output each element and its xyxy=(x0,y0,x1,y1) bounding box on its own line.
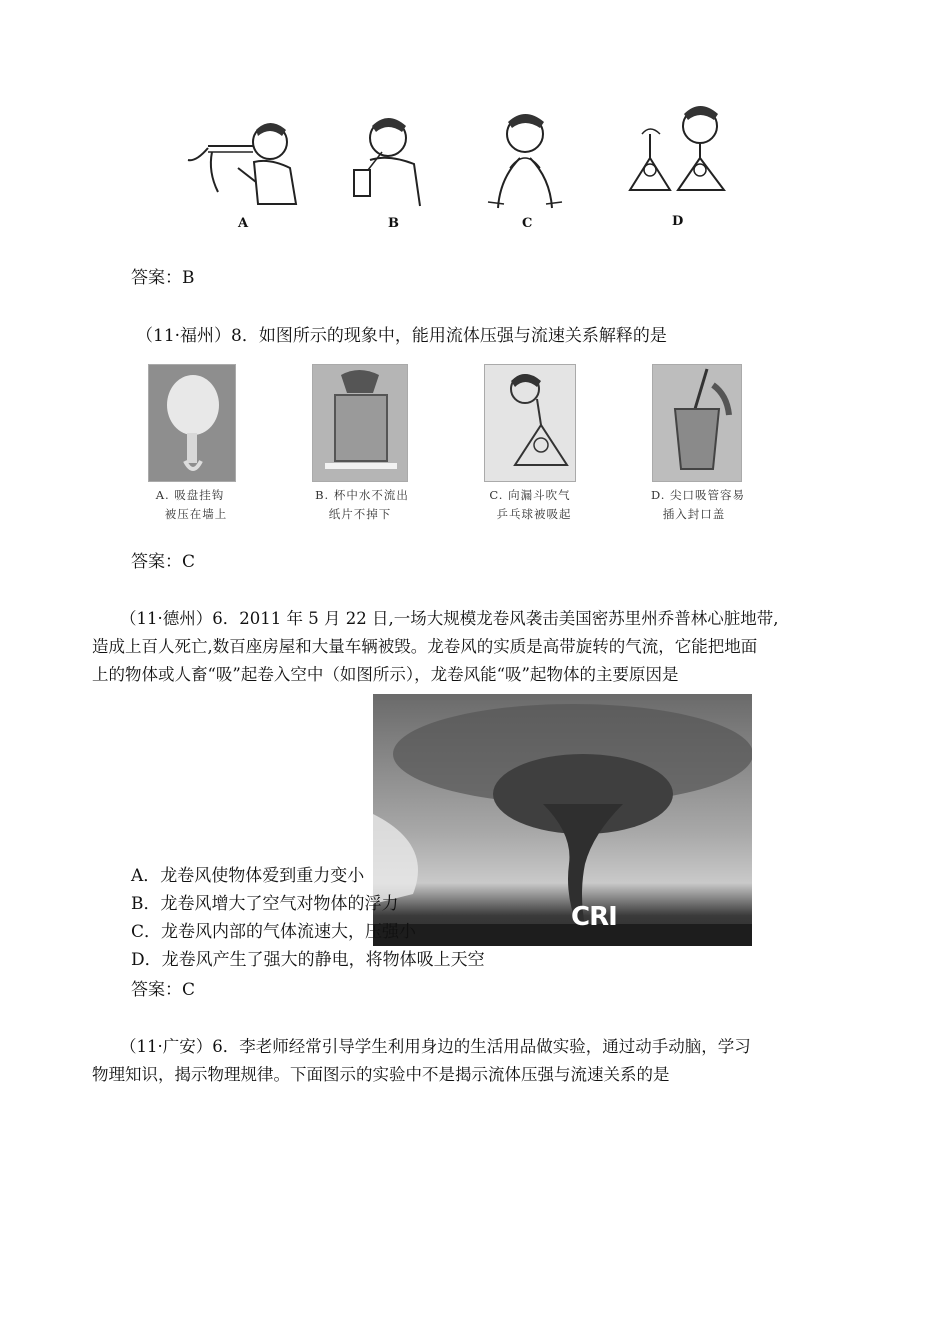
photo-c-funnel-ball xyxy=(484,364,576,482)
caption-c-line-2: 乒乓球被吸起 xyxy=(496,507,572,521)
option-b: B．龙卷风增大了空气对物体的浮力 xyxy=(131,894,399,914)
answer-1: 答案：B xyxy=(131,268,195,288)
question-6-dezhou-line-3: 上的物体或人畜“吸”起卷入空中（如图所示），龙卷风能“吸”起物体的主要原因是 xyxy=(92,665,679,684)
photo-a-suction-hook xyxy=(148,364,236,482)
question-6-guangan-line-1: （11·广安）6．李老师经常引导学生利用身边的生活用品做实验，通过动手动脑，学习 xyxy=(120,1037,751,1056)
caption-c-line-1: C. 向漏斗吹气 xyxy=(489,488,571,502)
photo-b-cup-paper xyxy=(312,364,408,482)
caption-b-line-2: 纸片不掉下 xyxy=(328,507,392,521)
tornado-funnel-icon xyxy=(373,694,752,946)
suction-cup-icon xyxy=(149,365,235,481)
figure-1-label-a: A xyxy=(238,216,249,231)
photo-d-straw-lid xyxy=(652,364,742,482)
sketch-a-boy-blowing-paper-icon xyxy=(178,112,308,212)
straw-cup-icon xyxy=(653,365,741,481)
question-6-dezhou-line-1: （11·德州）6．2011 年 5 月 22 日,一场大规模龙卷风袭击美国密苏里州乔普林心脏地带, xyxy=(120,609,779,628)
tornado-photo xyxy=(373,694,752,946)
option-a: A．龙卷风使物体爱到重力变小 xyxy=(131,866,365,886)
option-d: D．龙卷风产生了强大的静电，将物体吸上天空 xyxy=(131,950,485,970)
answer-3: 答案：C xyxy=(131,980,196,1000)
figure-1-label-d: D xyxy=(672,214,684,229)
sketch-c-boy-blowing-paper-icon xyxy=(480,108,570,218)
cri-logo: CRI xyxy=(571,902,617,932)
caption-b-line-1: B. 杯中水不流出 xyxy=(315,488,409,502)
figure-1 xyxy=(170,100,740,235)
caption-d-line-1: D. 尖口吸管容易 xyxy=(650,488,746,502)
figure-1-label-b: B xyxy=(388,216,399,231)
caption-d-line-2: 插入封口盖 xyxy=(662,507,726,521)
question-6-guangan-line-2: 物理知识，揭示物理规律。下面图示的实验中不是揭示流体压强与流速关系的是 xyxy=(92,1065,670,1084)
option-c: C．龙卷风内部的气体流速大，压强小 xyxy=(131,922,417,942)
caption-a-line-2: 被压在墙上 xyxy=(164,507,228,521)
figure-1-label-c: C xyxy=(522,216,533,231)
answer-2: 答案：C xyxy=(131,552,196,572)
question-6-dezhou-line-2: 造成上百人死亡,数百座房屋和大量车辆被毁。龙卷风的实质是高带旋转的气流，它能把地面 xyxy=(92,637,758,656)
sketch-b-boy-drinking-icon xyxy=(348,110,428,215)
inverted-cup-icon xyxy=(313,365,407,481)
caption-a-line-1: A. 吸盘挂钩 xyxy=(155,488,225,502)
funnel-blowing-icon xyxy=(485,365,575,481)
question-8-text: （11·福州）8．如图所示的现象中，能用流体压强与流速关系解释的是 xyxy=(136,326,667,346)
sketch-d-funnel-ball-icon xyxy=(620,100,735,215)
figure-2 xyxy=(140,362,760,527)
